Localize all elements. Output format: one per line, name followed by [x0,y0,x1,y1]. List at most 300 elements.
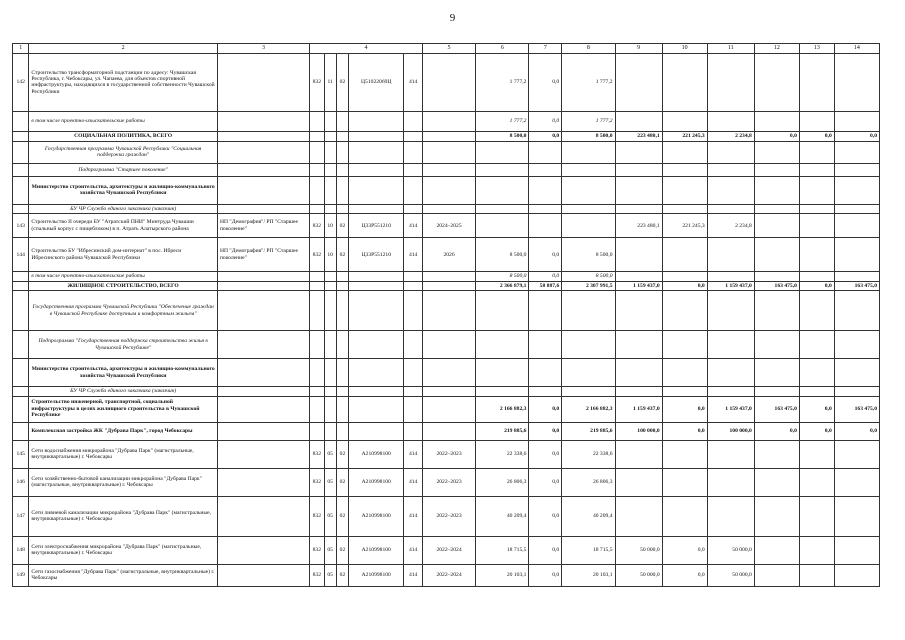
value-year1-federal [662,272,707,281]
table-row [13,281,880,290]
value-year2-total [754,331,799,359]
row-name: в том числе проектно-изыскательские работы [29,272,218,281]
value-year2-total [754,387,799,396]
value-cost-remaining [562,214,615,238]
header-cell: 6 [476,44,529,54]
value-cost-done: 0,0 [529,496,562,536]
code-expense [404,131,422,141]
value-year1-total [615,176,662,204]
value-year1-total [615,468,662,496]
row-period: 2022–2023 [422,496,475,536]
code-expense [404,387,422,396]
code-target [349,359,404,387]
code-ministry [310,422,324,440]
value-cost-total [476,331,529,359]
value-year2-regional [834,359,879,387]
value-year2-federal: 0,0 [799,396,834,422]
row-number: 147 [13,496,29,536]
row-name: Комплексная застройка ЖК "Дубрава Парк", город Чебоксары [29,422,218,440]
code-subsection [336,204,348,213]
table-row [13,331,880,359]
code-target: А210998100 [349,440,404,468]
header-cell: 9 [615,44,662,54]
code-ministry [310,141,324,163]
code-subsection [336,359,348,387]
value-cost-remaining: 8 500,0 [562,131,615,141]
value-cost-remaining: 219 885,6 [562,422,615,440]
code-subsection: 02 [336,238,348,272]
value-cost-remaining: 22 338,6 [562,440,615,468]
value-cost-done [529,141,562,163]
row-number: 145 [13,440,29,468]
code-subsection [336,141,348,163]
value-year1-regional: 100 000,0 [707,422,754,440]
code-ministry [310,331,324,359]
table-row [13,214,880,238]
row-name: Министерство строительства, архитектуры и жилищно-коммунального хозяйства Чувашской Республики [29,176,218,204]
value-cost-total: 1 777,2 [476,111,529,131]
row-number [13,141,29,163]
code-section [324,163,336,176]
value-year2-federal [799,468,834,496]
code-subsection [336,422,348,440]
row-project [217,422,309,440]
value-cost-remaining [562,387,615,396]
value-year1-federal [662,176,707,204]
value-year2-total [754,141,799,163]
value-year1-total: 50 000,0 [615,564,662,586]
code-section [324,422,336,440]
value-year1-regional [707,359,754,387]
row-project [217,440,309,468]
code-subsection: 02 [336,440,348,468]
code-subsection [336,396,348,422]
table-row [13,422,880,440]
row-name: БУ ЧР Служба единого заказчика (заказчик) [29,204,218,213]
value-cost-total [476,141,529,163]
code-ministry: 832 [310,440,324,468]
code-expense [404,331,422,359]
row-number [13,163,29,176]
value-year2-federal [799,214,834,238]
value-year1-regional: 2 234,8 [707,131,754,141]
code-subsection [336,111,348,131]
row-project: НП "Демография"/ РП "Старшее поколение" [217,214,309,238]
value-cost-total: 26 806,3 [476,468,529,496]
value-year1-regional [707,163,754,176]
code-target: А210998100 [349,468,404,496]
value-cost-total: 8 500,0 [476,272,529,281]
row-name: Сети газоснабжения "Дубрава Парк" (магистральные, внутриквартальные) г. Чебоксары [29,564,218,586]
value-year2-federal [799,141,834,163]
code-section: 10 [324,214,336,238]
row-name: СОЦИАЛЬНАЯ ПОЛИТИКА, ВСЕГО [29,131,218,141]
row-project [217,281,309,290]
code-subsection: 02 [336,536,348,564]
value-year1-regional [707,238,754,272]
value-cost-total: 8 500,0 [476,131,529,141]
value-cost-remaining: 1 777,2 [562,111,615,131]
row-project [217,359,309,387]
row-period: 2026 [422,238,475,272]
value-year1-total [615,291,662,331]
value-cost-total: 22 338,6 [476,440,529,468]
value-cost-remaining: 20 103,1 [562,564,615,586]
value-cost-done [529,387,562,396]
value-year1-federal [662,53,707,111]
code-subsection [336,131,348,141]
code-target [349,281,404,290]
row-period [422,281,475,290]
code-ministry [310,396,324,422]
header-cell: 11 [707,44,754,54]
code-target [349,163,404,176]
value-year1-total: 1 159 437,0 [615,281,662,290]
value-cost-done: 0,0 [529,396,562,422]
code-target [349,387,404,396]
code-ministry [310,291,324,331]
value-year1-total: 50 000,0 [615,536,662,564]
value-year1-regional [707,331,754,359]
value-year1-regional [707,204,754,213]
value-cost-done [529,176,562,204]
table-row [13,387,880,396]
row-project [217,291,309,331]
value-year1-federal [662,359,707,387]
code-target: Ц51022069Ц [349,53,404,111]
value-year1-federal [662,331,707,359]
row-project [217,111,309,131]
code-target [349,422,404,440]
header-cell: 4 [310,44,423,54]
code-target: А210998100 [349,564,404,586]
code-subsection: 02 [336,496,348,536]
value-year1-federal [662,141,707,163]
row-period [422,387,475,396]
value-year2-total [754,359,799,387]
row-number [13,291,29,331]
value-cost-done: 0,0 [529,53,562,111]
value-year1-federal: 0,0 [662,396,707,422]
value-year1-total: 100 000,0 [615,422,662,440]
code-target [349,291,404,331]
value-year2-federal [799,331,834,359]
header-cell: 3 [217,44,309,54]
value-year1-regional [707,440,754,468]
code-target: Ц33Р551210 [349,214,404,238]
row-number [13,272,29,281]
row-number [13,387,29,396]
row-period [422,422,475,440]
row-project [217,141,309,163]
code-expense [404,281,422,290]
row-number [13,111,29,131]
budget-table [12,43,880,587]
value-year2-total [754,163,799,176]
value-year1-total [615,53,662,111]
code-expense [404,204,422,213]
code-expense: 414 [404,536,422,564]
page-number: 9 [449,12,456,24]
table-row [13,396,880,422]
code-section [324,141,336,163]
code-section [324,272,336,281]
value-year1-total [615,141,662,163]
table-row [13,131,880,141]
code-subsection: 02 [336,564,348,586]
code-ministry [310,272,324,281]
value-year2-regional [834,331,879,359]
row-name: Подпрограмма "Старшее поколение" [29,163,218,176]
code-ministry: 832 [310,536,324,564]
header-cell: 5 [422,44,475,54]
value-year2-federal [799,176,834,204]
value-cost-remaining: 2 307 991,5 [562,281,615,290]
row-period [422,291,475,331]
code-expense [404,396,422,422]
value-cost-done: 0,0 [529,468,562,496]
code-target [349,204,404,213]
value-year1-federal [662,204,707,213]
value-year1-federal: 0,0 [662,564,707,586]
value-year1-federal: 221 245,3 [662,131,707,141]
code-subsection: 02 [336,214,348,238]
value-year2-total [754,536,799,564]
value-cost-done: 0,0 [529,111,562,131]
row-project [217,387,309,396]
value-year2-regional: 163 475,0 [834,396,879,422]
value-year2-total [754,238,799,272]
value-cost-total: 18 715,5 [476,536,529,564]
row-project [217,163,309,176]
value-cost-remaining [562,204,615,213]
code-section [324,204,336,213]
table-row [13,564,880,586]
code-target [349,396,404,422]
code-ministry [310,359,324,387]
value-cost-done [529,331,562,359]
code-section: 05 [324,536,336,564]
value-cost-remaining [562,331,615,359]
value-year2-regional [834,238,879,272]
code-section [324,281,336,290]
header-cell: 13 [799,44,834,54]
code-ministry [310,176,324,204]
code-target: А210998100 [349,496,404,536]
row-project [217,396,309,422]
row-number [13,131,29,141]
value-cost-done [529,214,562,238]
table-row [13,176,880,204]
value-year1-federal [662,163,707,176]
code-expense: 414 [404,564,422,586]
value-year2-federal [799,53,834,111]
value-cost-done [529,291,562,331]
row-period: 2022–2024 [422,564,475,586]
value-cost-total: 20 103,1 [476,564,529,586]
row-period: 2022–2023 [422,468,475,496]
value-year1-regional [707,141,754,163]
code-section [324,331,336,359]
value-year2-regional [834,536,879,564]
value-year2-regional [834,387,879,396]
value-year2-federal [799,111,834,131]
code-expense [404,111,422,131]
value-year1-federal: 0,0 [662,422,707,440]
value-cost-remaining: 40 209,4 [562,496,615,536]
row-project [217,176,309,204]
code-expense [404,176,422,204]
value-year2-federal [799,359,834,387]
value-cost-remaining: 2 166 882,3 [562,396,615,422]
value-year1-total [615,238,662,272]
row-project [217,204,309,213]
row-number: 149 [13,564,29,586]
value-cost-done: 0,0 [529,238,562,272]
row-period: 2022–2024 [422,536,475,564]
value-cost-total [476,387,529,396]
value-year1-regional: 2 234,8 [707,214,754,238]
row-number [13,176,29,204]
header-row [13,44,880,54]
row-project [217,468,309,496]
value-year1-total [615,496,662,536]
value-year2-regional [834,53,879,111]
code-section [324,131,336,141]
code-expense [404,359,422,387]
row-name: Строительство инженерной, транспортной, социальной инфраструктуры в целях жилищного строительства в Чувашской Республике [29,396,218,422]
code-ministry [310,204,324,213]
row-number: 143 [13,214,29,238]
row-name: Строительство трансформаторной подстанции по адресу: Чувашская Республика, г. Чебоксары, ул. Чапаева, для объектов спортивной инфраструктуры, находящихся в государственной собственности Чувашской Республики [29,53,218,111]
row-name: Строительство II очереди БУ "Атратский ПНИ" Минтруда Чувашии (спальный корпус с пищеблоком) в п. Атрать Алатырского района [29,214,218,238]
code-expense [404,422,422,440]
value-year2-regional [834,111,879,131]
code-ministry: 832 [310,496,324,536]
value-cost-remaining [562,163,615,176]
row-number [13,281,29,290]
value-year1-regional [707,176,754,204]
value-year2-federal [799,204,834,213]
value-year2-total [754,111,799,131]
row-name: Министерство строительства, архитектуры и жилищно-коммунального хозяйства Чувашской Республики [29,359,218,387]
value-cost-done: 0,0 [529,564,562,586]
table-row [13,468,880,496]
code-section [324,396,336,422]
row-number: 144 [13,238,29,272]
code-subsection [336,331,348,359]
row-name: в том числе проектно-изыскательские работы [29,111,218,131]
code-subsection [336,163,348,176]
value-year2-total [754,204,799,213]
value-year1-total [615,111,662,131]
code-target [349,131,404,141]
value-year2-federal [799,272,834,281]
value-cost-remaining: 26 806,3 [562,468,615,496]
code-expense: 414 [404,468,422,496]
value-year1-total: 223 480,1 [615,131,662,141]
row-number [13,359,29,387]
header-cell: 1 [13,44,29,54]
code-target: А210998100 [349,536,404,564]
value-cost-total: 40 209,4 [476,496,529,536]
code-ministry [310,131,324,141]
value-year2-regional [834,496,879,536]
value-cost-total [476,163,529,176]
row-number [13,422,29,440]
row-project: НП "Демография"/ РП "Старшее поколение" [217,238,309,272]
value-year2-total [754,468,799,496]
table-row [13,238,880,272]
row-name: Сети хозяйственно-бытовой канализации микрорайона "Дубрава Парк" (магистральные, внутриквартальные) г. Чебоксары [29,468,218,496]
code-ministry: 832 [310,564,324,586]
value-year2-total [754,440,799,468]
value-year2-federal [799,387,834,396]
value-cost-done: 0,0 [529,536,562,564]
value-year2-regional [834,468,879,496]
value-year1-total: 1 159 437,0 [615,396,662,422]
table-row [13,111,880,131]
header-cell: 12 [754,44,799,54]
value-year2-total: 163 475,0 [754,396,799,422]
code-section: 05 [324,440,336,468]
code-expense: 414 [404,53,422,111]
row-period [422,204,475,213]
row-number [13,204,29,213]
value-year1-regional: 1 159 437,0 [707,281,754,290]
row-project [217,564,309,586]
value-year2-total: 0,0 [754,422,799,440]
value-year1-regional: 50 000,0 [707,536,754,564]
value-year2-federal [799,536,834,564]
value-year2-regional [834,163,879,176]
value-year2-total: 163 475,0 [754,281,799,290]
code-subsection [336,272,348,281]
code-target [349,111,404,131]
code-ministry: 832 [310,238,324,272]
value-year2-total [754,291,799,331]
row-number [13,331,29,359]
value-year1-federal [662,440,707,468]
code-subsection [336,281,348,290]
value-year1-regional [707,468,754,496]
value-year1-regional: 1 159 437,0 [707,396,754,422]
row-name: Сети водоснабжения микрорайона "Дубрава Парк" (магистральные, внутриквартальные) г. Чебоксары [29,440,218,468]
value-cost-remaining: 1 777,2 [562,53,615,111]
row-number [13,396,29,422]
value-year1-total [615,387,662,396]
row-project [217,272,309,281]
value-year1-total [615,331,662,359]
table-row [13,291,880,331]
row-period [422,131,475,141]
value-year2-total [754,564,799,586]
code-section: 10 [324,238,336,272]
code-target [349,141,404,163]
row-period [422,331,475,359]
header-cell: 7 [529,44,562,54]
row-number: 148 [13,536,29,564]
value-year2-regional [834,204,879,213]
table-row [13,496,880,536]
row-name: ЖИЛИЩНОЕ СТРОИТЕЛЬСТВО, ВСЕГО [29,281,218,290]
code-section: 11 [324,53,336,111]
table-row [13,536,880,564]
header-cell: 14 [834,44,879,54]
code-expense: 414 [404,440,422,468]
row-name: Государственная программа Чувашской Республики "Обеспечение граждан в Чувашской Республике доступным и комфортным жильем" [29,291,218,331]
code-section [324,291,336,331]
